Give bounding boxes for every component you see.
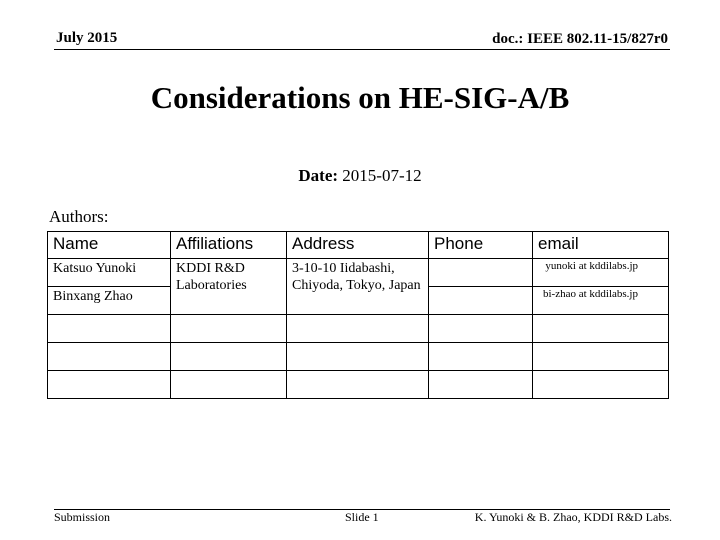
table-cell — [287, 315, 429, 343]
column-header-address: Address — [287, 232, 429, 259]
author-phone — [429, 287, 533, 315]
table-cell — [48, 371, 171, 399]
table-cell — [48, 315, 171, 343]
table-cell — [429, 315, 533, 343]
author-email: bi-zhao at kddilabs.jp — [533, 287, 669, 315]
header-date: July 2015 — [56, 30, 118, 46]
footer-authors: K. Yunoki & B. Zhao, KDDI R&D Labs. — [474, 510, 672, 524]
author-address: 3-10-10 Iidabashi, Chiyoda, Tokyo, Japan — [287, 259, 429, 315]
date-line — [0, 166, 720, 186]
column-header-email: email — [533, 232, 669, 259]
table-row — [48, 315, 669, 343]
table-cell — [287, 343, 429, 371]
date-label: Date: — [298, 166, 339, 185]
table-cell — [171, 371, 287, 399]
column-header-phone: Phone — [429, 232, 533, 259]
column-header-affiliations: Affiliations — [171, 232, 287, 259]
table-header-row — [48, 232, 669, 259]
table-cell — [287, 371, 429, 399]
column-header-name: Name — [48, 232, 171, 259]
table-cell — [429, 371, 533, 399]
table-row — [48, 259, 669, 287]
authors-table — [47, 231, 669, 399]
header-rule — [54, 49, 670, 50]
author-affiliation: KDDI R&D Laboratories — [171, 259, 287, 315]
table-cell — [429, 343, 533, 371]
date-value: 2015-07-12 — [342, 166, 422, 185]
author-name: Binxang Zhao — [48, 287, 171, 315]
table-cell — [171, 315, 287, 343]
author-email: yunoki at kddilabs.jp — [533, 259, 669, 287]
authors-label: Authors: — [49, 207, 109, 226]
table-row — [48, 343, 669, 371]
header-doc-id: doc.: IEEE 802.11-15/827r0 — [492, 31, 668, 47]
table-row — [48, 371, 669, 399]
table-cell — [533, 343, 669, 371]
table-cell — [533, 371, 669, 399]
table-cell — [171, 343, 287, 371]
table-cell — [48, 343, 171, 371]
footer-slide-number: Slide 1 — [345, 510, 379, 524]
footer-submission: Submission — [54, 510, 111, 524]
slide-title: Considerations on HE-SIG-A/B — [150, 80, 570, 115]
author-name: Katsuo Yunoki — [48, 259, 171, 287]
author-phone — [429, 259, 533, 287]
table-cell — [533, 315, 669, 343]
